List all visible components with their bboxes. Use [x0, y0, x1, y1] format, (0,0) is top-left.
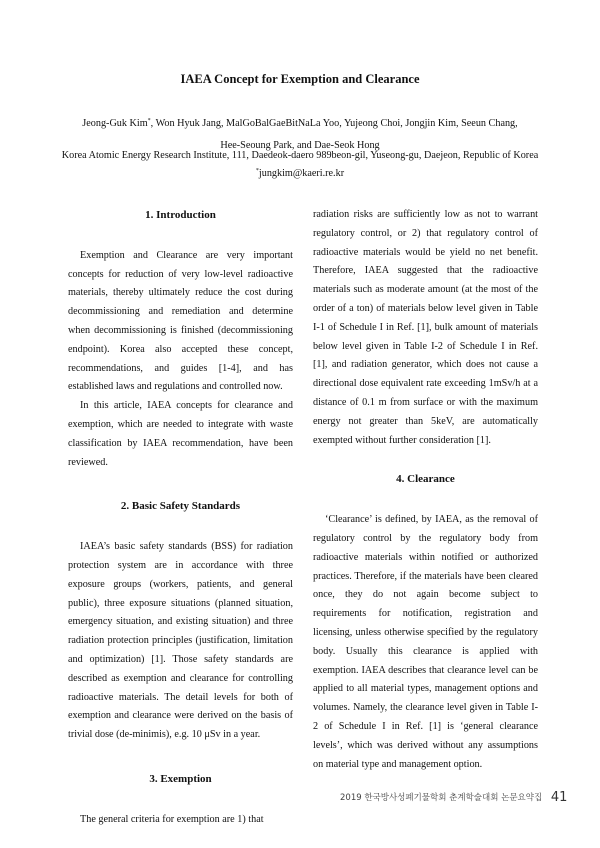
authors-line-2: Hee-Seoung Park, and Dae-Seok Hong — [220, 140, 380, 151]
author-first: Jeong-Guk Kim — [82, 118, 148, 129]
heading-clearance: 4. Clearance — [396, 473, 455, 486]
affiliation: Korea Atomic Energy Research Institute, 111, Daedeok-daero 989beon-gil, Yuseong-gu, Daejeon, Republic of Korea — [61, 150, 539, 161]
bss-paragraph-1: IAEA’s basic safety standards (BSS) for radiation protection system are in accordance with three exposure groups (workers, patients, and general public), three exposure situations (planned situation, emergency situation, and existing situation) and three radiation protection principles (justification, limitation and optimization) [1]. Those safety standards are described as exemption and clearance for controlling radioactive materials. The detail levels for both of exemption and clearance were derived on the basis of trivial dose (de-minimis), e.g. 10 μSv in a year. — [68, 541, 293, 741]
page-footer — [340, 790, 567, 805]
page-number: 41 — [550, 790, 568, 805]
paper-title: IAEA Concept for Exemption and Clearance — [180, 72, 420, 86]
left-column — [68, 206, 293, 830]
exemption-paragraph-continued: radiation risks are sufficiently low as not to warrant regulatory control, or 2) that regulatory control of radioactive materials would be yield no net benefit. Therefore, IAEA suggested that the radioactive materials such as moderate amount (at the most of the order of a ton) of materials below level given in Table I-1 of Schedule I in Ref. [1], bulk amount of materials below level given in Table I-2 of Schedule I in Ref. [1], and radiation generator, which does not cause a directional dose equivalent rate exceeding 1mSv/h at a distance of 0.1 m from surface or with the maximum energy not greater than 5keV, are automatically exempted without further consideration [1]. — [313, 209, 538, 446]
exemption-paragraph-start: The general criteria for exemption are 1) that — [80, 813, 264, 825]
intro-paragraph-1: Exemption and Clearance are very important concepts for reduction of very low-level radioactive materials, thereby ultimately reduce the cost during decommissioning and remediation and determine when decommissioning is finished (decommissioning endpoint). Korea also accepted these concept, recommendations, and guides [1-4], and has established laws and regulations and controlled now. — [68, 249, 293, 393]
clearance-paragraph-1: ‘Clearance’ is defined, by IAEA, as the removal of regulatory control by the regulatory body from radioactive materials within notified or authorized practices. Therefore, if the materials have been cleared once, they do not again become subject to requirements for notification, registration and licensing, unless otherwise specified by the regulatory body. Usually this clearance is applied with exemption. IAEA describes that clearance level can be applied to all material types, management options and volumes. Namely, the clearance level given in Table I-2 of Schedule I in Ref. [1] is ‘general clearance levels’, which was derived without any assumptions on material type and management option. — [313, 514, 538, 770]
proceedings-label: 2019 한국방사성폐기물학회 춘계학술대회 논문요약집 — [340, 793, 543, 803]
email-mark: * — [255, 168, 259, 174]
intro-paragraph-2: In this article, IAEA concepts for clearance and exemption, which are needed to integrate with waste classification by IAEA recommendation, have been reviewed. — [68, 400, 293, 468]
corresponding-email — [0, 168, 600, 179]
email-address: jungkim@kaeri.re.kr — [258, 168, 345, 179]
heading-exemption: 3. Exemption — [149, 772, 212, 785]
heading-basic-safety-standards: 2. Basic Safety Standards — [120, 500, 241, 513]
heading-introduction: 1. Introduction — [145, 209, 216, 221]
right-column — [313, 206, 538, 774]
authors-rest: , Won Hyuk Jang, MalGoBalGaeBitNaLa Yoo, Yujeong Choi, Jongjin Kim, Seeun Chang, — [150, 118, 518, 129]
corresponding-mark: * — [147, 118, 151, 124]
